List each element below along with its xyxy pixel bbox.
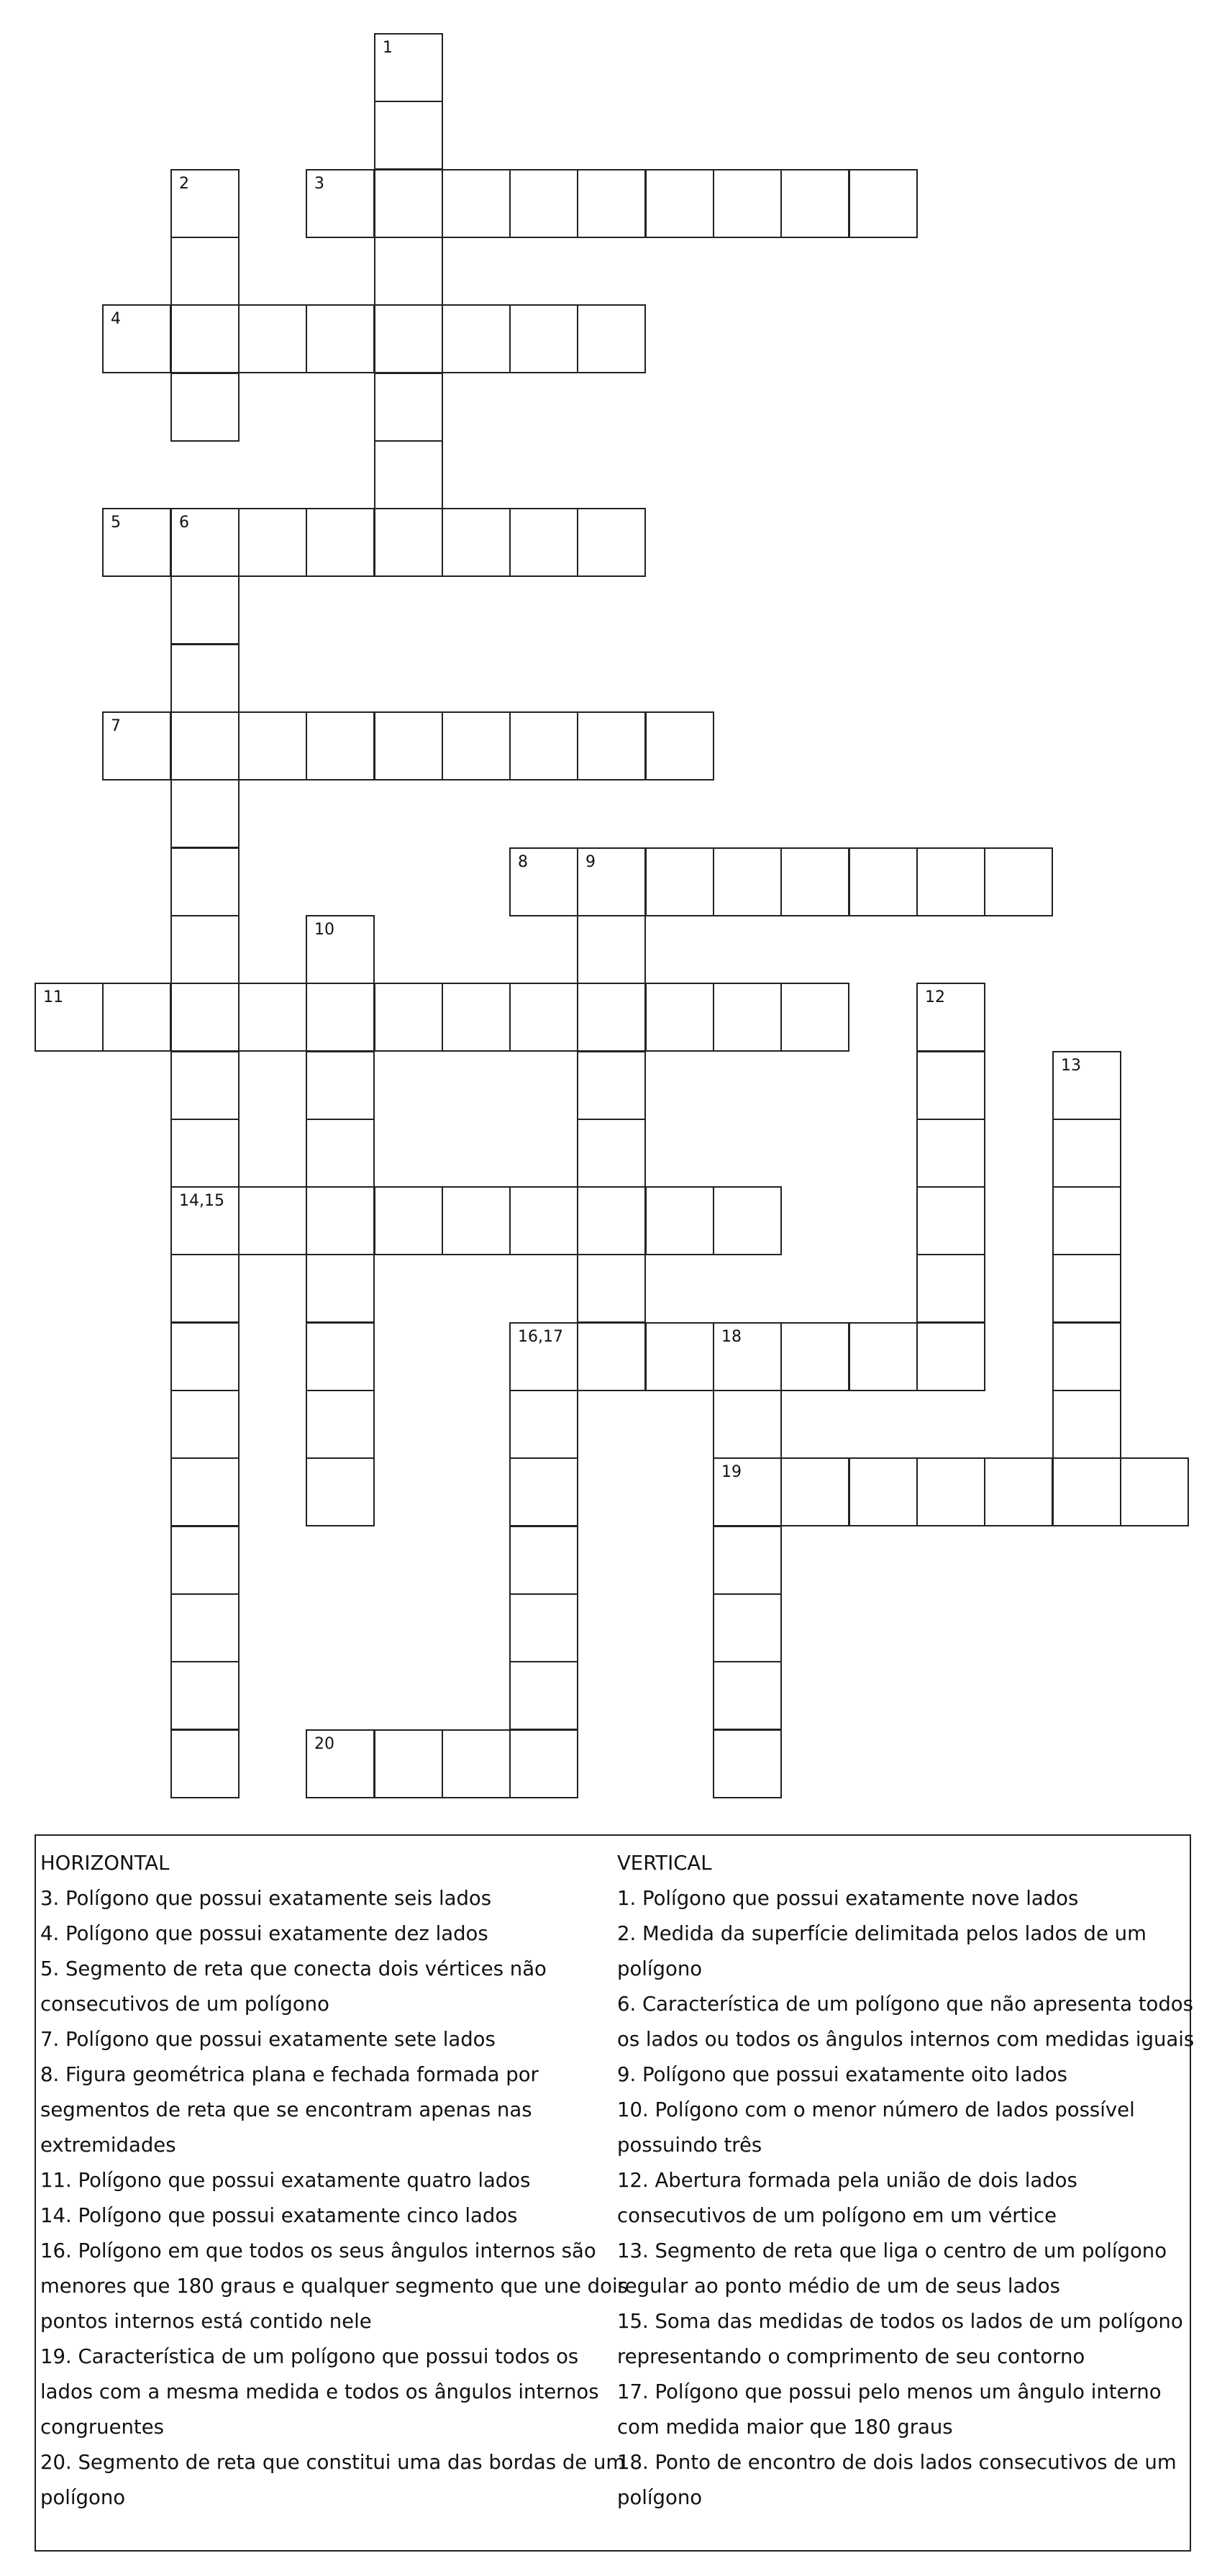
grid-cell[interactable] bbox=[170, 1322, 240, 1391]
grid-cell[interactable] bbox=[645, 847, 714, 916]
grid-cell[interactable] bbox=[849, 1457, 918, 1526]
grid-cell[interactable] bbox=[238, 304, 307, 373]
grid-cell[interactable] bbox=[713, 1526, 782, 1595]
clue-number: 19 bbox=[721, 1463, 742, 1481]
grid-cell[interactable] bbox=[577, 508, 646, 577]
grid-cell[interactable] bbox=[645, 1322, 714, 1391]
grid-cell[interactable] bbox=[509, 1457, 578, 1526]
clue-number: 7 bbox=[111, 717, 121, 735]
grid-cell[interactable] bbox=[170, 983, 240, 1052]
clue-number: 12 bbox=[925, 988, 945, 1006]
grid-cell[interactable] bbox=[509, 508, 578, 577]
grid-cell[interactable] bbox=[713, 1186, 782, 1255]
grid-cell[interactable] bbox=[577, 304, 646, 373]
grid-cell[interactable] bbox=[509, 1729, 578, 1798]
clue-text: 20. Segmento de reta que constitui uma das bordas de um bbox=[40, 2451, 626, 2474]
grid-cell[interactable] bbox=[306, 1729, 375, 1798]
grid-cell[interactable] bbox=[374, 1186, 443, 1255]
grid-cell[interactable] bbox=[984, 1457, 1053, 1526]
grid-cell[interactable] bbox=[577, 169, 646, 238]
grid-cell[interactable] bbox=[170, 1729, 240, 1798]
clue-text: 8. Figura geométrica plana e fechada formada por bbox=[40, 2063, 539, 2086]
clue-text: 10. Polígono com o menor número de lados possível bbox=[617, 2098, 1135, 2121]
grid-cell[interactable] bbox=[780, 983, 849, 1052]
grid-cell[interactable] bbox=[1052, 1119, 1121, 1188]
grid-cell[interactable] bbox=[35, 983, 104, 1052]
grid-cell[interactable] bbox=[170, 1051, 240, 1120]
clue-text: 1. Polígono que possui exatamente nove lados bbox=[617, 1887, 1079, 1910]
grid-cell[interactable] bbox=[1052, 1457, 1121, 1526]
grid-cell[interactable] bbox=[442, 304, 511, 373]
grid-cell[interactable] bbox=[509, 1390, 578, 1459]
grid-cell[interactable] bbox=[170, 575, 240, 645]
grid-cell[interactable] bbox=[509, 983, 578, 1052]
grid-cell[interactable] bbox=[509, 169, 578, 238]
clue-text: com medida maior que 180 graus bbox=[617, 2416, 953, 2439]
grid-cell[interactable] bbox=[306, 1457, 375, 1526]
grid-cell[interactable] bbox=[1120, 1457, 1189, 1526]
horizontal-clues bbox=[40, 1846, 628, 2516]
grid-cell[interactable] bbox=[306, 711, 375, 780]
grid-cell[interactable] bbox=[1052, 1254, 1121, 1323]
grid-cell[interactable] bbox=[780, 1457, 849, 1526]
grid-cell[interactable] bbox=[306, 983, 375, 1052]
grid-cell[interactable] bbox=[442, 1186, 511, 1255]
grid-cell[interactable] bbox=[442, 983, 511, 1052]
grid-cell[interactable] bbox=[713, 1457, 782, 1526]
clue-text: possuindo três bbox=[617, 2134, 762, 2157]
grid-cell[interactable] bbox=[374, 101, 443, 170]
grid-cell[interactable] bbox=[170, 169, 240, 238]
clue-text: 7. Polígono que possui exatamente sete lados bbox=[40, 2028, 496, 2051]
grid-cell[interactable] bbox=[509, 1186, 578, 1255]
grid-cell[interactable] bbox=[306, 1254, 375, 1323]
grid-cell[interactable] bbox=[1052, 1051, 1121, 1120]
grid-cell[interactable] bbox=[374, 1729, 443, 1798]
grid-cell[interactable] bbox=[102, 983, 171, 1052]
grid-cell[interactable] bbox=[577, 983, 646, 1052]
clue-number: 2 bbox=[179, 175, 189, 193]
grid-cell[interactable] bbox=[238, 1186, 307, 1255]
clue-text: consecutivos de um polígono bbox=[40, 1993, 329, 2016]
clue-number: 1 bbox=[383, 39, 393, 57]
grid-cell[interactable] bbox=[916, 1254, 985, 1323]
grid-cell[interactable] bbox=[916, 1051, 985, 1120]
grid-cell[interactable] bbox=[170, 1661, 240, 1730]
grid-cell[interactable] bbox=[916, 1457, 985, 1526]
clue-number: 3 bbox=[314, 175, 324, 193]
grid-cell[interactable] bbox=[170, 779, 240, 848]
grid-cell[interactable] bbox=[1052, 1186, 1121, 1255]
clue-number: 5 bbox=[111, 514, 121, 532]
clue-text: 14. Polígono que possui exatamente cinco lados bbox=[40, 2204, 518, 2227]
grid-cell[interactable] bbox=[374, 169, 443, 238]
grid-cell[interactable] bbox=[1052, 1390, 1121, 1459]
grid-cell[interactable] bbox=[509, 711, 578, 780]
grid-cell[interactable] bbox=[102, 711, 171, 780]
clue-section-heading: HORIZONTAL bbox=[40, 1852, 170, 1875]
grid-cell[interactable] bbox=[645, 983, 714, 1052]
clue-text: os lados ou todos os ângulos internos com medidas iguais bbox=[617, 2028, 1195, 2051]
grid-cell[interactable] bbox=[238, 983, 307, 1052]
grid-cell[interactable] bbox=[577, 1051, 646, 1120]
vertical-clues bbox=[617, 1846, 1195, 2516]
grid-cell[interactable] bbox=[306, 915, 375, 984]
clue-text: 15. Soma das medidas de todos os lados de um polígono bbox=[617, 2310, 1183, 2333]
clue-text: 5. Segmento de reta que conecta dois vértices não bbox=[40, 1957, 547, 1980]
grid-cell[interactable] bbox=[238, 711, 307, 780]
grid-cell[interactable] bbox=[713, 1322, 782, 1391]
grid-cell[interactable] bbox=[374, 33, 443, 102]
grid-cell[interactable] bbox=[849, 1322, 918, 1391]
clue-text: 2. Medida da superfície delimitada pelos lados de um bbox=[617, 1922, 1147, 1945]
grid-cell[interactable] bbox=[170, 373, 240, 442]
grid-cell[interactable] bbox=[170, 915, 240, 984]
grid-cell[interactable] bbox=[577, 1322, 646, 1391]
clue-text: congruentes bbox=[40, 2416, 164, 2439]
clue-number: 13 bbox=[1061, 1057, 1081, 1075]
grid-cell[interactable] bbox=[170, 1254, 240, 1323]
clue-number: 4 bbox=[111, 310, 121, 328]
clue-number: 10 bbox=[314, 921, 334, 939]
grid-cell[interactable] bbox=[1052, 1322, 1121, 1391]
grid-cell[interactable] bbox=[102, 304, 171, 373]
grid-cell[interactable] bbox=[442, 508, 511, 577]
grid-cell[interactable] bbox=[442, 711, 511, 780]
grid-cell[interactable] bbox=[306, 1186, 375, 1255]
grid-cell[interactable] bbox=[780, 1322, 849, 1391]
grid-cell[interactable] bbox=[916, 983, 985, 1052]
grid-cell[interactable] bbox=[849, 169, 918, 238]
clue-text: polígono bbox=[617, 1957, 703, 1980]
clue-text: 17. Polígono que possui pelo menos um ângulo interno bbox=[617, 2380, 1162, 2403]
grid-cell[interactable] bbox=[374, 237, 443, 306]
clue-number: 16,17 bbox=[518, 1328, 563, 1346]
clue-text: polígono bbox=[617, 2486, 703, 2509]
grid-cell[interactable] bbox=[780, 169, 849, 238]
clue-section-heading: VERTICAL bbox=[617, 1852, 712, 1875]
grid-cell[interactable] bbox=[306, 304, 375, 373]
grid-cell[interactable] bbox=[442, 1729, 511, 1798]
grid-cell[interactable] bbox=[170, 1390, 240, 1459]
clue-text: consecutivos de um polígono em um vértice bbox=[617, 2204, 1057, 2227]
grid-cell[interactable] bbox=[713, 1593, 782, 1662]
grid-cell[interactable] bbox=[374, 304, 443, 373]
grid-cell[interactable] bbox=[306, 508, 375, 577]
grid-cell[interactable] bbox=[306, 1051, 375, 1120]
grid-cell[interactable] bbox=[577, 847, 646, 916]
grid-cell[interactable] bbox=[713, 847, 782, 916]
clue-number: 18 bbox=[721, 1328, 742, 1346]
grid-cell[interactable] bbox=[713, 1661, 782, 1730]
clue-number: 11 bbox=[43, 988, 63, 1006]
grid-cell[interactable] bbox=[306, 1322, 375, 1391]
grid-cell[interactable] bbox=[645, 1186, 714, 1255]
clue-text: 3. Polígono que possui exatamente seis lados bbox=[40, 1887, 492, 1910]
clue-text: representando o comprimento de seu contorno bbox=[617, 2345, 1085, 2368]
grid-cell[interactable] bbox=[170, 508, 240, 577]
grid-cell[interactable] bbox=[916, 1119, 985, 1188]
grid-cell[interactable] bbox=[170, 1457, 240, 1526]
clue-number: 6 bbox=[179, 514, 189, 532]
grid-cell[interactable] bbox=[374, 711, 443, 780]
grid-cell[interactable] bbox=[170, 1119, 240, 1188]
grid-cell[interactable] bbox=[916, 1322, 985, 1391]
clues-panel bbox=[35, 1834, 1195, 2552]
grid-cell[interactable] bbox=[577, 915, 646, 984]
grid-cell[interactable] bbox=[170, 1186, 240, 1255]
grid-cell[interactable] bbox=[713, 1729, 782, 1798]
grid-cell[interactable] bbox=[713, 1390, 782, 1459]
grid-cell[interactable] bbox=[577, 711, 646, 780]
clue-text: lados com a mesma medida e todos os ângulos internos bbox=[40, 2380, 599, 2403]
grid-cell[interactable] bbox=[170, 644, 240, 713]
grid-cell[interactable] bbox=[509, 1593, 578, 1662]
grid-cell[interactable] bbox=[374, 508, 443, 577]
grid-cell[interactable] bbox=[306, 169, 375, 238]
grid-cell[interactable] bbox=[577, 1186, 646, 1255]
grid-cell[interactable] bbox=[374, 983, 443, 1052]
grid-cell[interactable] bbox=[577, 1254, 646, 1323]
clue-text: segmentos de reta que se encontram apenas nas bbox=[40, 2098, 532, 2121]
grid-cell[interactable] bbox=[780, 847, 849, 916]
clue-text: 12. Abertura formada pela união de dois lados bbox=[617, 2169, 1077, 2192]
grid-cell[interactable] bbox=[102, 508, 171, 577]
grid-cell[interactable] bbox=[645, 711, 714, 780]
grid-cell[interactable] bbox=[374, 440, 443, 509]
clue-text: polígono bbox=[40, 2486, 126, 2509]
clue-text: pontos internos está contido nele bbox=[40, 2310, 372, 2333]
grid-cell[interactable] bbox=[509, 304, 578, 373]
grid-cell[interactable] bbox=[170, 711, 240, 780]
grid-cell[interactable] bbox=[170, 304, 240, 373]
grid-cell[interactable] bbox=[849, 847, 918, 916]
grid-cell[interactable] bbox=[509, 1322, 578, 1391]
grid-cell[interactable] bbox=[238, 508, 307, 577]
clue-text: 11. Polígono que possui exatamente quatro lados bbox=[40, 2169, 531, 2192]
grid-cell[interactable] bbox=[713, 169, 782, 238]
clue-text: 9. Polígono que possui exatamente oito lados bbox=[617, 2063, 1067, 2086]
grid-cell[interactable] bbox=[984, 847, 1053, 916]
clue-text: 4. Polígono que possui exatamente dez lados bbox=[40, 1922, 488, 1945]
grid-cell[interactable] bbox=[713, 983, 782, 1052]
clue-text: 18. Ponto de encontro de dois lados consecutivos de um bbox=[617, 2451, 1177, 2474]
clue-text: 13. Segmento de reta que liga o centro de um polígono bbox=[617, 2239, 1167, 2262]
grid-cell[interactable] bbox=[170, 1593, 240, 1662]
grid-cell[interactable] bbox=[306, 1119, 375, 1188]
grid-cell[interactable] bbox=[170, 237, 240, 306]
clue-text: extremidades bbox=[40, 2134, 176, 2157]
grid-cell[interactable] bbox=[306, 1390, 375, 1459]
clue-text: 6. Característica de um polígono que não apresenta todos bbox=[617, 1993, 1193, 2016]
clue-text: 16. Polígono em que todos os seus ângulos internos são bbox=[40, 2239, 596, 2262]
grid-cell[interactable] bbox=[442, 169, 511, 238]
clue-number: 14,15 bbox=[179, 1192, 224, 1210]
grid-cell[interactable] bbox=[509, 1526, 578, 1595]
grid-cell[interactable] bbox=[509, 847, 578, 916]
clue-number: 8 bbox=[518, 853, 528, 871]
clue-number: 20 bbox=[314, 1735, 334, 1753]
grid-cell[interactable] bbox=[170, 847, 240, 916]
clue-text: menores que 180 graus e qualquer segmento que une dois bbox=[40, 2275, 628, 2298]
clue-number: 9 bbox=[585, 853, 596, 871]
grid-cell[interactable] bbox=[509, 1661, 578, 1730]
grid-cell[interactable] bbox=[916, 847, 985, 916]
grid-cell[interactable] bbox=[645, 169, 714, 238]
clue-text: 19. Característica de um polígono que possui todos os bbox=[40, 2345, 579, 2368]
grid-cell[interactable] bbox=[916, 1186, 985, 1255]
grid-cell[interactable] bbox=[170, 1526, 240, 1595]
clue-text: regular ao ponto médio de um de seus lados bbox=[617, 2275, 1060, 2298]
grid-cell[interactable] bbox=[374, 373, 443, 442]
grid-cell[interactable] bbox=[577, 1119, 646, 1188]
